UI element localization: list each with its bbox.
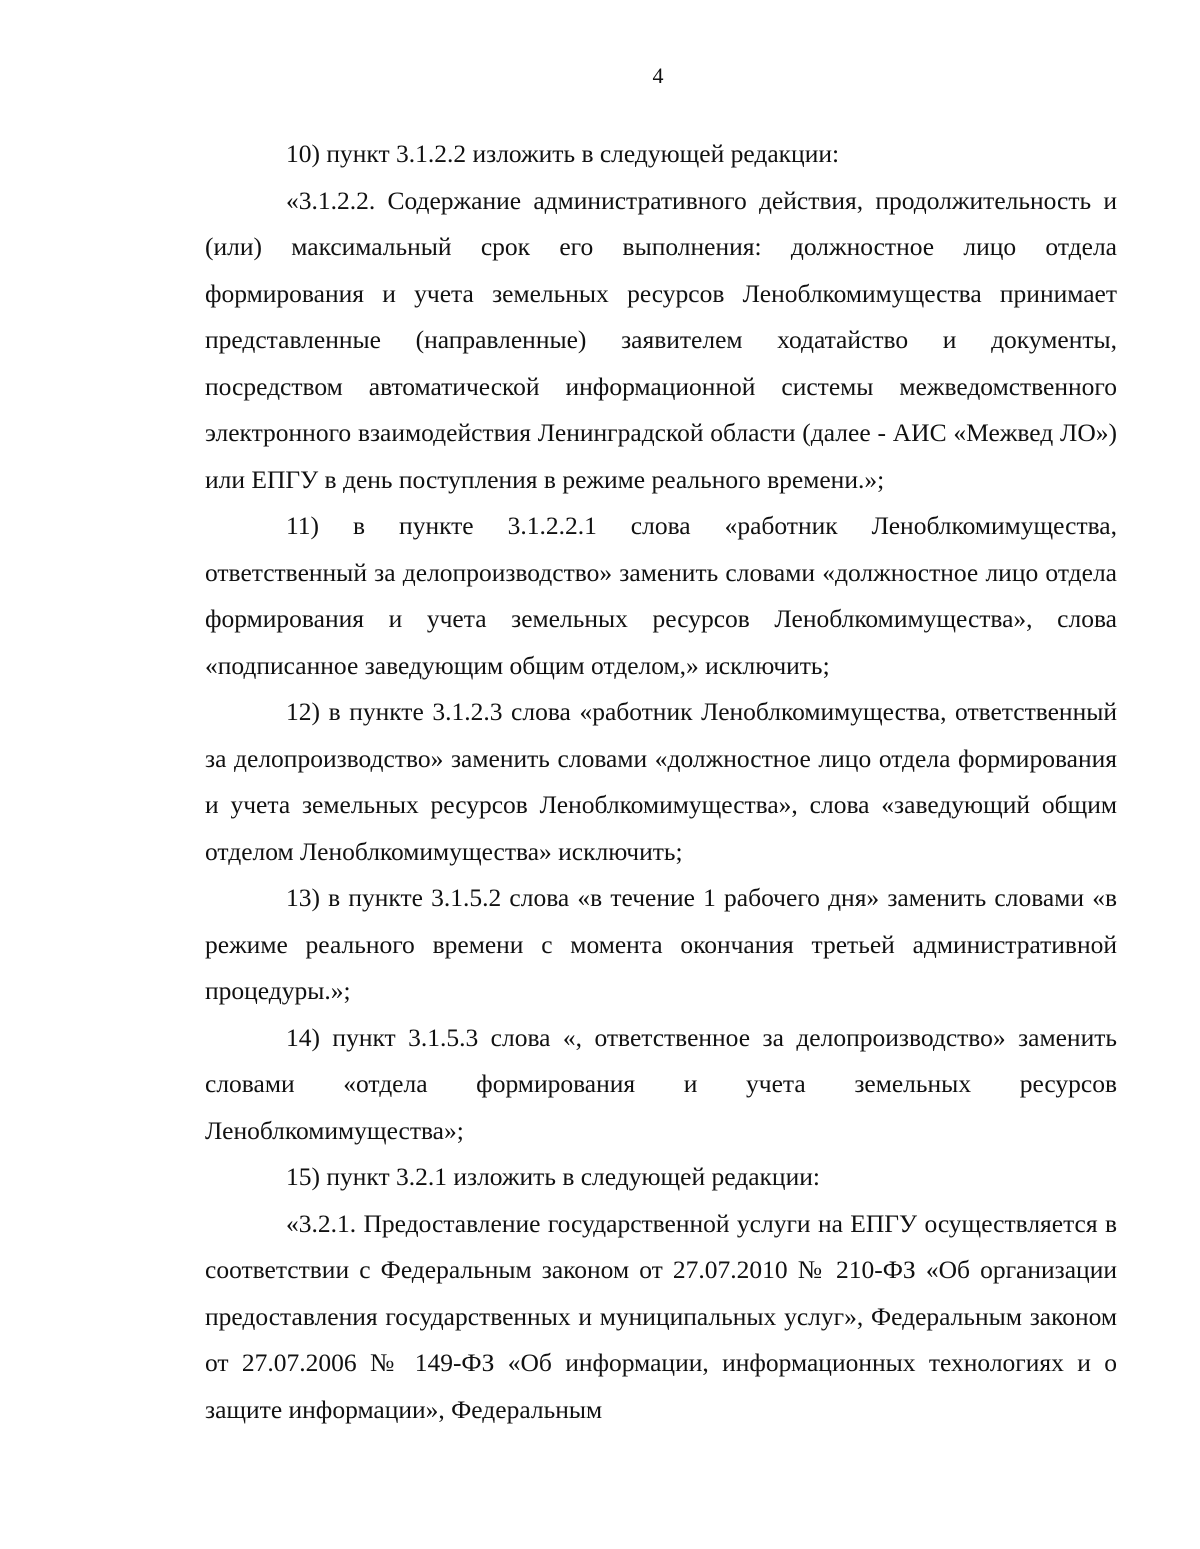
paragraph-item-13: 13) в пункте 3.1.5.2 слова «в течение 1 рабочего дня» заменить словами «в режиме реального времени с момента окончания третьей административной процедуры.»; [205,883,1117,1005]
paragraph-item-12: 12) в пункте 3.1.2.3 слова «работник Леноблкомимущества, ответственный за делопроизводство» заменить словами «должностное лицо отдела формирования и учета земельных ресурсов Леноблкомимущества», слова «заведующий общим отделом Леноблкомимущества» исключить; [205,697,1117,866]
page-number: 4 [652,63,664,88]
paragraph-clause-3-1-2-2: «3.1.2.2. Содержание административного действия, продолжительность и (или) максимальный срок его выполнения: должностное лицо отдела формирования и учета земельных ресурсов Леноблкомимущества принимает представленные (направленные) заявителем ходатайство и документы, посредством автоматической информационной системы межведомственного электронного взаимодействия Ленинградской области (далее - АИС «Межвед ЛО») или ЕПГУ в день поступления в режиме реального времени.»; [205,185,1117,494]
paragraph-item-15: 15) пункт 3.2.1 изложить в следующей редакции: [286,1162,820,1191]
paragraph-item-14: 14) пункт 3.1.5.3 слова «, ответственное за делопроизводство» заменить словами «отдела формирования и учета земельных ресурсов Леноблкомимущества»; [205,1022,1117,1145]
paragraph-item-11: 11) в пункте 3.1.2.2.1 слова «работник Леноблкомимущества, ответственный за делопроизводство» заменить словами «должностное лицо отдела формирования и учета земельных ресурсов Леноблкомимущества», слова «подписанное заведующим общим отделом,» исключить; [205,511,1117,680]
document-body [205,131,1117,1433]
paragraph-item-10: 10) пункт 3.1.2.2 изложить в следующей редакции: [286,139,840,168]
paragraph-clause-3-2-1: «3.2.1. Предоставление государственной услуги на ЕПГУ осуществляется в соответствии с Федеральным законом от 27.07.2010 № 210-ФЗ «Об организации предоставления государственных и муниципальных услуг», Федеральным законом от 27.07.2006 № 149-ФЗ «Об информации, информационных технологиях и о защите информации», Федеральным [205,1208,1117,1424]
